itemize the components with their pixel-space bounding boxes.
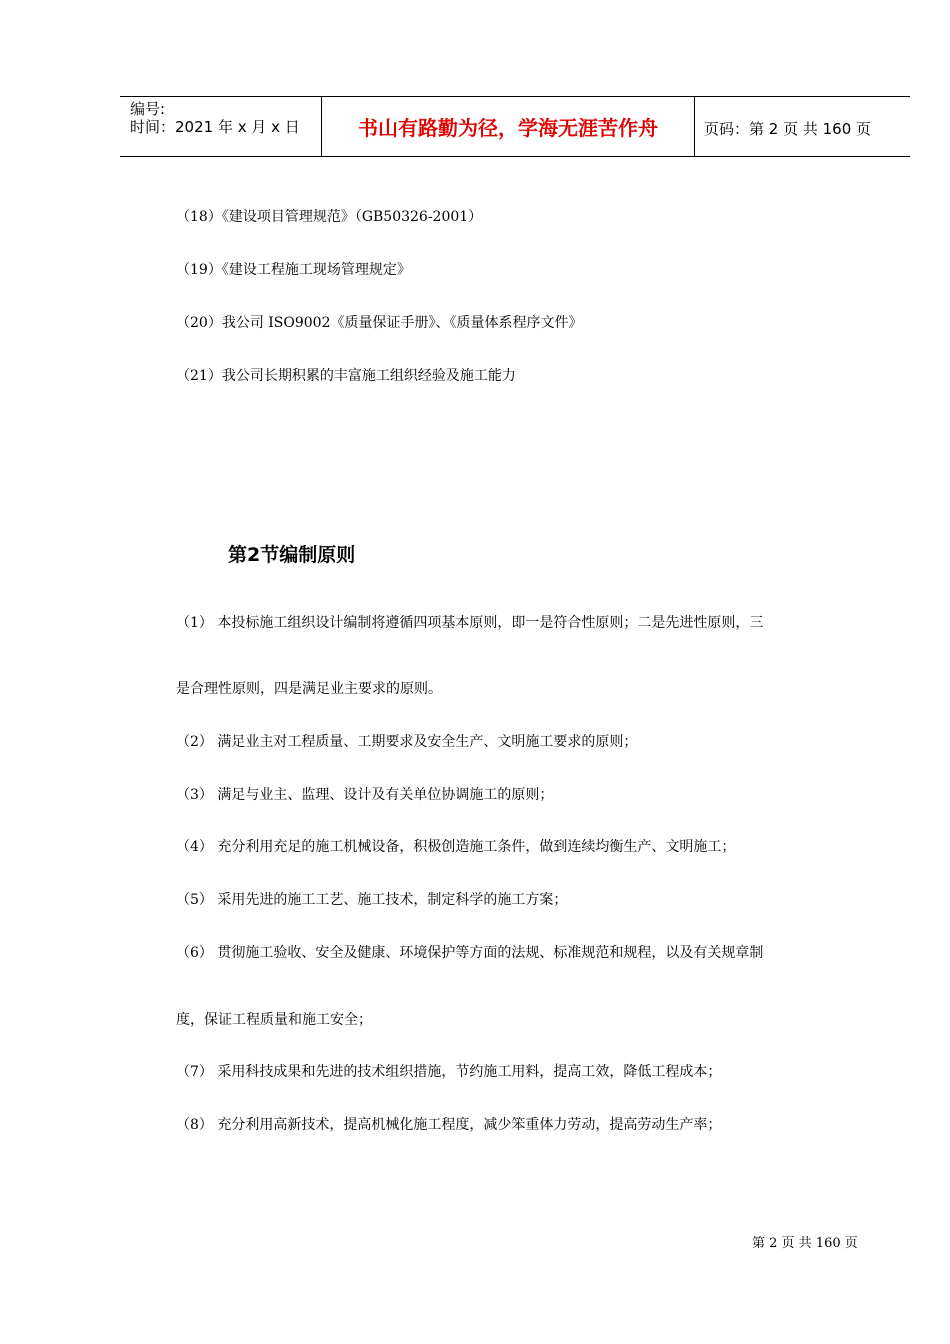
header-bottom-rule [120,156,910,157]
reference-item: （20）我公司 ISO9002《质量保证手册》、《质量体系程序文件》 [176,315,583,331]
section-title: 第2节编制原则 [228,544,356,566]
page-footer: 第 2 页 共 160 页 [752,1236,858,1251]
principle-line: 是合理性原则，四是满足业主要求的原则。 [176,681,442,697]
header-motto: 书山有路勤为径，学海无涯苦作舟 [358,116,658,140]
reference-item: （18）《建设项目管理规范》（GB50326-2001） [176,209,483,225]
header-time-label: 时间：2021 年 x 月 x 日 [130,118,300,136]
header-number-label: 编号: [130,100,166,118]
principle-line: （2） 满足业主对工程质量、工期要求及安全生产、文明施工要求的原则； [176,734,638,750]
header-top-rule [120,96,910,97]
header-divider-2 [694,96,695,157]
principle-line: （7） 采用科技成果和先进的技术组织措施，节约施工用料，提高工效，降低工程成本； [176,1064,722,1080]
principle-line: （1） 本投标施工组织设计编制将遵循四项基本原则，即一是符合性原则；二是先进性原则，三 [176,615,764,631]
reference-item: （19）《建设工程施工现场管理规定》 [176,262,411,278]
header-page-label: 页码：第 2 页 共 160 页 [704,120,872,138]
reference-item: （21）我公司长期积累的丰富施工组织经验及施工能力 [176,368,516,384]
principle-line: （4） 充分利用充足的施工机械设备，积极创造施工条件，做到连续均衡生产、文明施工； [176,839,736,855]
principle-line: 度，保证工程质量和施工安全； [176,1012,372,1028]
principle-line: （6） 贯彻施工验收、安全及健康、环境保护等方面的法规、标准规范和规程，以及有关规章制 [176,945,764,961]
principle-line: （8） 充分利用高新技术，提高机械化施工程度，减少笨重体力劳动，提高劳动生产率； [176,1117,722,1133]
principle-line: （3） 满足与业主、监理、设计及有关单位协调施工的原则； [176,787,554,803]
principle-line: （5） 采用先进的施工工艺、施工技术，制定科学的施工方案； [176,892,568,908]
